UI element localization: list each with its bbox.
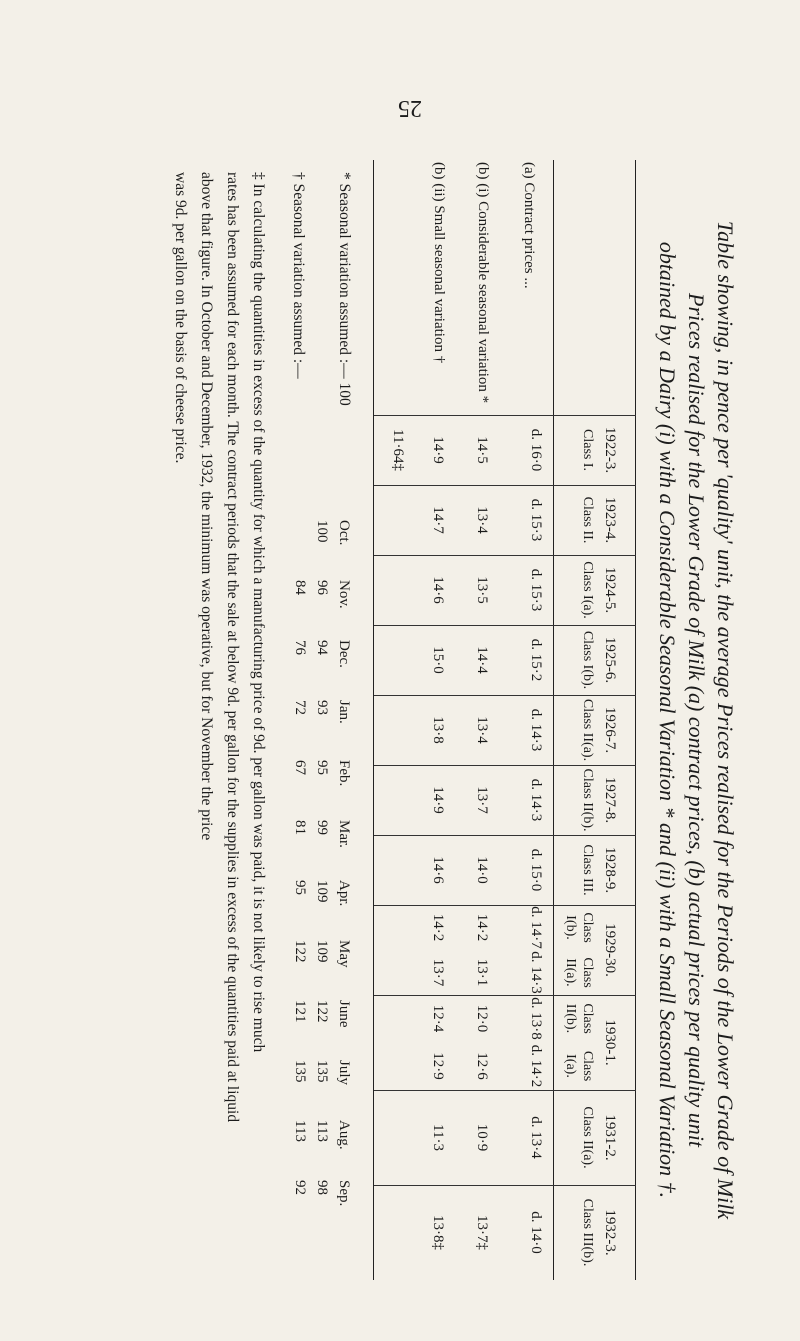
month-label: Nov. (336, 580, 352, 609)
index-value: 96 (314, 580, 330, 595)
table-cell: d. 14·7 (528, 906, 544, 949)
table-bottom-rule (373, 160, 374, 1280)
row-label-considerable: (b) (i) Considerable seasonal variation * (475, 162, 491, 404)
table-cell: d. 14·3 (528, 708, 544, 752)
table-cell: 11·64‡ (390, 429, 406, 471)
index-value: 92 (292, 1180, 308, 1195)
table-cell: 12·9 (430, 1052, 446, 1080)
row-label-contract: (a) Contract prices ... (521, 162, 537, 289)
index-value: 67 (292, 760, 308, 775)
table-cell: 13·8 (430, 716, 446, 744)
table-cell: 14·0 (474, 856, 490, 884)
index-value: 94 (314, 640, 330, 655)
month-label: May (336, 940, 352, 968)
period-header: 1929-30. (602, 923, 618, 977)
table-cell: d. 14·3 (528, 778, 544, 822)
month-label: Apr. (336, 880, 352, 907)
footnote: * Seasonal variation assumed :— 100 (336, 172, 353, 406)
index-value: 100 (314, 520, 330, 543)
class-header: Class III. (580, 844, 595, 896)
class-header: Class II. (580, 496, 595, 544)
class-header: Class II(b). (580, 768, 595, 832)
column-divider (374, 1090, 636, 1091)
index-value: 113 (292, 1120, 308, 1142)
month-label: Dec. (336, 640, 352, 668)
table-cell: 15·0 (430, 646, 446, 674)
table-cell: 13·1 (474, 958, 490, 987)
table-cell: 13·7 (474, 786, 490, 814)
table-cell: d. 14·3 (528, 951, 544, 994)
caption-line-1: Table showing, in pence per 'quality' unit, the average Prices realised for the Periods of the Lower Grade of Milk (713, 220, 738, 1220)
table-cell: 13·4 (474, 716, 490, 744)
class-header: Class I(a). (563, 1050, 595, 1082)
column-divider (374, 555, 636, 556)
table-cell: 13·5 (474, 576, 490, 604)
index-value: 95 (292, 880, 308, 895)
footnote: was 9d. per gallon on the basis of cheese price. (172, 172, 189, 464)
period-header: 1927-8. (602, 776, 618, 824)
index-value: 135 (292, 1060, 308, 1083)
table-cell: 14·9 (430, 436, 446, 464)
index-value: 84 (292, 580, 308, 595)
class-header: Class II(a). (580, 1106, 595, 1169)
column-divider (374, 835, 636, 836)
index-value: 95 (314, 760, 330, 775)
month-label: Feb. (336, 760, 352, 787)
table-cell: 12·0 (474, 1004, 490, 1033)
index-value: 122 (292, 940, 308, 963)
table-cell: d. 15·3 (528, 498, 544, 542)
month-label: Sep. (336, 1180, 352, 1207)
footnote: ‡ In calculating the quantities in excess of the quantity for which a manufacturing price of 9d. per gallon was paid, it is not likely to rise much (250, 172, 267, 1053)
index-value: 76 (292, 640, 308, 655)
period-header: 1922-3. (602, 426, 618, 474)
page-number: 25 (398, 95, 422, 121)
period-header: 1925-6. (602, 636, 618, 684)
table-cell: 12·6 (474, 1052, 490, 1080)
period-header: 1930-1. (602, 1019, 618, 1066)
column-divider (374, 765, 636, 766)
table-cell: d. 15·2 (528, 638, 544, 682)
table-cell: 14·9 (430, 786, 446, 814)
column-divider (374, 625, 636, 626)
month-label: July (336, 1060, 352, 1086)
index-value: 99 (314, 820, 330, 835)
index-value: 109 (314, 880, 330, 903)
class-header: Class II(a). (580, 698, 595, 762)
table-cell: 14·2 (430, 913, 446, 942)
month-label: Oct. (336, 520, 352, 546)
class-header: Class I(b). (563, 912, 595, 943)
table-cell: 10·9 (474, 1123, 490, 1152)
period-header: 1931-2. (602, 1114, 618, 1161)
index-value: 72 (292, 700, 308, 715)
index-value: 122 (314, 1000, 330, 1023)
table-cell: 13·7 (430, 958, 446, 987)
table-cell: d. 13·8 (528, 997, 544, 1040)
period-header: 1926-7. (602, 706, 618, 754)
table-cell: 14·4 (474, 646, 490, 674)
class-header: Class I. (580, 429, 595, 471)
class-header: Class I(b). (580, 630, 595, 690)
table-cell: 14·6 (430, 856, 446, 884)
period-header: 1932-3. (602, 1209, 618, 1256)
footnote: rates has been assumed for each month. The contract periods that the sale at below 9d. per gallon for the supplies in excess of the quantities paid at liquid (224, 172, 241, 1123)
table-cell: d. 14·0 (528, 1211, 544, 1254)
index-value: 109 (314, 940, 330, 963)
column-divider (374, 905, 636, 906)
table-top-rule (635, 160, 636, 1280)
column-divider (374, 995, 636, 996)
column-divider (374, 695, 636, 696)
caption-line-2: Prices realised for the Lower Grade of Milk (a) contract prices, (b) actual prices per quality unit (684, 293, 709, 1147)
month-label: Mar. (336, 820, 352, 848)
table-cell: 12·4 (430, 1004, 446, 1033)
column-divider (374, 1185, 636, 1186)
table-cell: d. 15·0 (528, 848, 544, 892)
class-header: Class I(a). (580, 561, 595, 619)
period-header: 1924-5. (602, 566, 618, 614)
index-value: 81 (292, 820, 308, 835)
table-cell: 14·6 (430, 576, 446, 604)
index-value: 93 (314, 700, 330, 715)
caption-line-3: obtained by a Dairy (i) with a Considerable Seasonal Variation * and (ii) with a Small Seasonal Variation †. (655, 241, 680, 1199)
table-cell: 13·8‡ (430, 1215, 446, 1250)
class-header: Class II(a). (563, 957, 595, 988)
table-cell: d. 14·2 (528, 1044, 544, 1088)
table-cell: 14·7 (430, 506, 446, 534)
table-cell: 13·7‡ (474, 1215, 490, 1250)
period-header: 1928-9. (602, 846, 618, 894)
header-bottom-rule (553, 160, 554, 1280)
class-header: Class III(b). (580, 1198, 595, 1267)
footnote: above that figure. In October and December, 1932, the minimum was operative, but for November the price (198, 172, 215, 841)
table-cell: 13·4 (474, 506, 490, 534)
column-divider (374, 415, 636, 416)
index-value: 113 (314, 1120, 330, 1142)
rotated-table-block (60, 160, 740, 1280)
row-label-small: (b) (ii) Small seasonal variation † (431, 162, 447, 364)
index-value: 121 (292, 1000, 308, 1023)
table-caption (653, 160, 740, 1280)
table-cell: d. 16·0 (528, 428, 544, 472)
table-cell: 14·2 (474, 913, 490, 942)
class-header: Class II(b). (563, 1003, 595, 1034)
table-cell: 11·3 (430, 1124, 446, 1151)
footnote: † Seasonal variation assumed :— (290, 172, 307, 379)
index-value: 135 (314, 1060, 330, 1083)
period-header: 1923-4. (602, 496, 618, 544)
table-cell: d. 13·4 (528, 1116, 544, 1159)
table-cell: d. 15·3 (528, 568, 544, 612)
index-value: 98 (314, 1180, 330, 1195)
month-label: June (336, 1000, 352, 1028)
column-divider (374, 485, 636, 486)
month-label: Aug. (336, 1120, 352, 1150)
table-cell: 14·5 (474, 436, 490, 464)
month-label: Jan. (336, 700, 352, 724)
